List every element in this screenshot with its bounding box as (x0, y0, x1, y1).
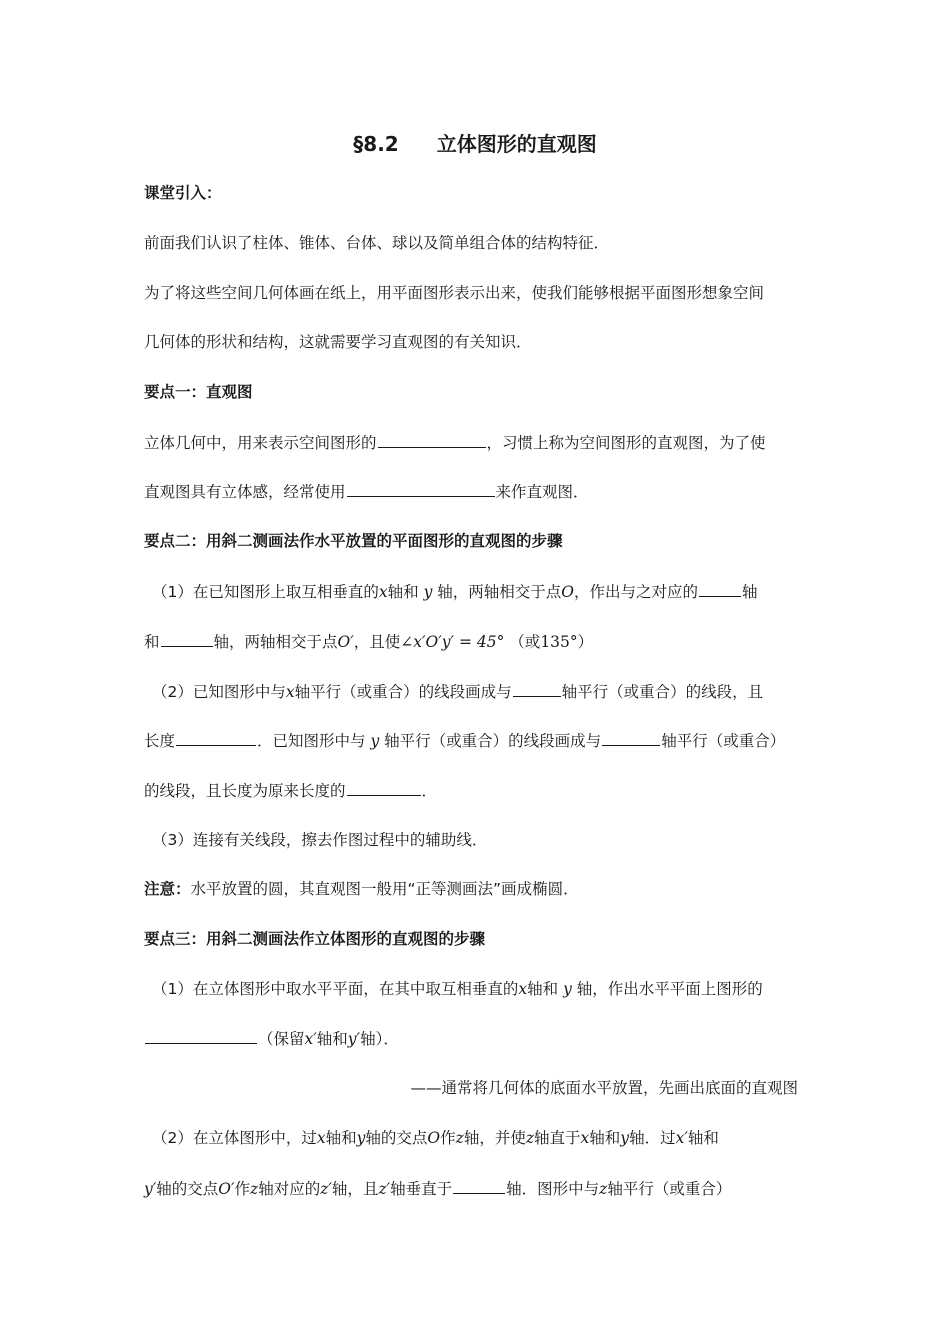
point1-line-2: 直观图具有立体感，经常使用 来作直观图． (144, 480, 806, 503)
answer-blank[interactable] (602, 729, 660, 746)
intro-paragraph-1: 前面我们认识了柱体、锥体、台体、球以及简单组合体的结构特征． (144, 234, 610, 252)
point2-heading: 要点二：用斜二测画法作水平放置的平面图形的直观图的步骤 (144, 532, 563, 550)
point3-step2-line-2: y′轴的交点O′作z轴对应的z′轴，且z′轴垂直于 轴．图形中与z轴平行（或重合） (144, 1177, 806, 1200)
point1-line-1: 立体几何中，用来表示空间图形的 ，习惯上称为空间图形的直观图，为了使 (144, 431, 806, 454)
answer-blank[interactable] (453, 1177, 505, 1194)
point3-heading: 要点三：用斜二测画法作立体图形的直观图的步骤 (144, 930, 486, 948)
point2-step3: （3）连接有关线段，擦去作图过程中的辅助线． (152, 831, 488, 849)
answer-blank[interactable] (161, 630, 213, 647)
point2-step2-line-3: 的线段，且长度为原来长度的 ． (144, 779, 806, 802)
point2-step2-line-1: （2）已知图形中与x轴平行（或重合）的线段画成与 轴平行（或重合）的线段，且 (152, 680, 806, 703)
section-number: §8.2 (353, 132, 399, 156)
note-label: 注意： (144, 880, 191, 898)
page-title (0, 128, 950, 157)
point2-step2-line-2: 长度 ．已知图形中与 y 轴平行（或重合）的线段画成与 轴平行（或重合） (144, 729, 806, 752)
answer-blank[interactable] (378, 431, 486, 448)
intro-paragraph-2b: 几何体的形状和结构，这就需要学习直观图的有关知识． (144, 333, 532, 351)
point3-step1-line-1: （1）在立体图形中取水平平面，在其中取互相垂直的x轴和 y 轴，作出水平平面上图形的 (152, 980, 763, 998)
answer-blank[interactable] (176, 729, 256, 746)
answer-blank[interactable] (347, 480, 495, 497)
point3-remark: ——通常将几何体的底面水平放置，先画出底面的直观图 (410, 1079, 798, 1097)
point1-heading: 要点一：直观图 (144, 383, 253, 401)
answer-blank[interactable] (513, 680, 561, 697)
intro-paragraph-2a: 为了将这些空间几何体画在纸上，用平面图形表示出来，使我们能够根据平面图形想象空间 (144, 284, 765, 302)
point2-step1-line-1: （1）在已知图形上取互相垂直的x轴和 y 轴，两轴相交于点O，作出与之对应的 轴 (152, 580, 806, 603)
answer-blank[interactable] (699, 580, 741, 597)
section-name: 立体图形的直观图 (436, 132, 597, 156)
note-text: 水平放置的圆，其直观图一般用“正等测画法”画成椭圆． (190, 880, 579, 898)
note (144, 878, 806, 900)
answer-blank[interactable] (347, 779, 421, 796)
point2-step1-line-2: 和 轴，两轴相交于点O′，且使∠x′O′y′ = 45° （或135°） (144, 630, 806, 653)
point3-step1-line-2: （保留x′轴和y′轴）． (144, 1027, 806, 1050)
intro-heading: 课堂引入： (144, 184, 222, 202)
answer-blank[interactable] (145, 1027, 257, 1044)
point3-step2-line-1: （2）在立体图形中，过x轴和y轴的交点O作z轴，并使z轴直于x轴和y轴．过x′轴和 (152, 1129, 719, 1147)
